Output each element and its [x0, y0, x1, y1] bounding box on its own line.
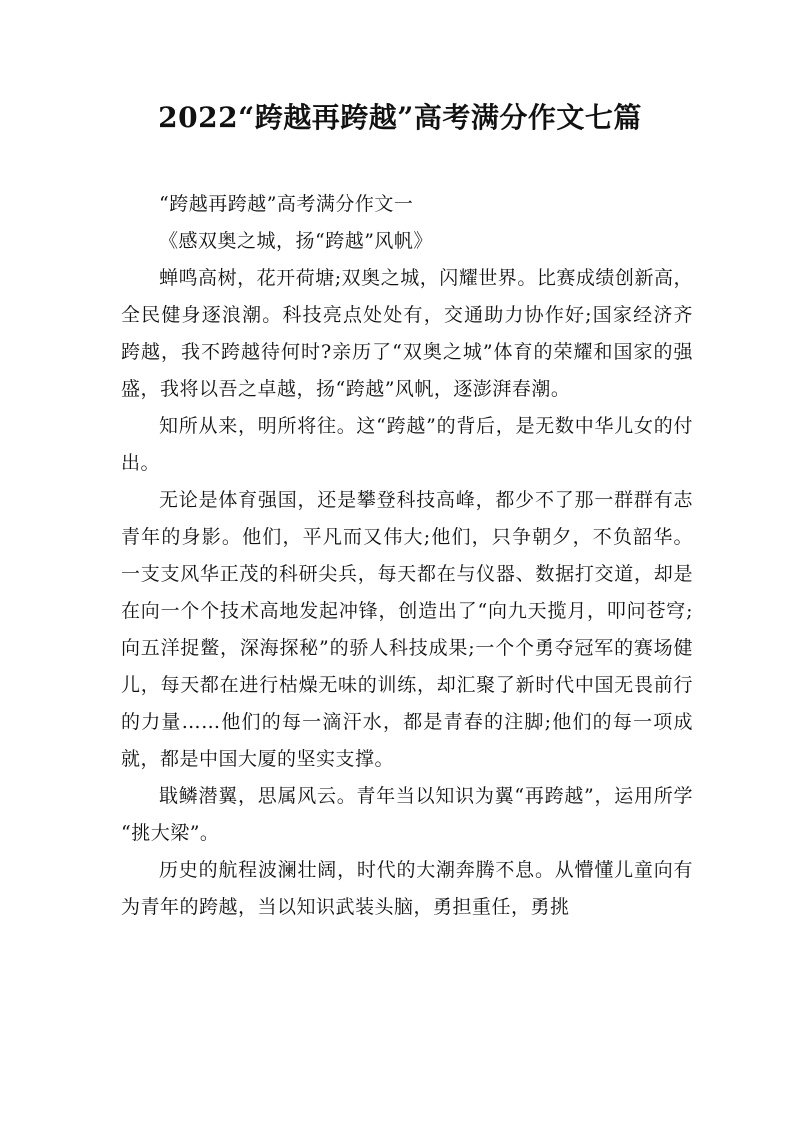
- document-title: 2022“跨越再跨越”高考满分作文七篇: [158, 101, 642, 134]
- paragraph: 戢鳞潜翼，思属风云。青年当以知识为翼“再跨越”，运用所学“挑大梁”。: [121, 785, 693, 844]
- document-body: [121, 186, 693, 926]
- paragraph: 蝉鸣高树，花开荷塘;双奥之城，闪耀世界。比赛成绩创新高，全民健身逐浪潮。科技亮点处处有，交通助力协作好;国家经济齐跨越，我不跨越待何时?亲历了“双奥之城”体育的荣耀和国家的强盛，我将以吾之卓越，扬“跨越”风帆，逐澎湃春潮。: [121, 267, 693, 400]
- section-heading: “跨越再跨越”高考满分作文一: [159, 193, 414, 215]
- paragraph: 历史的航程波澜壮阔，时代的大潮奔腾不息。从懵懂儿童向有为青年的跨越，当以知识武装头脑，勇担重任，勇挑: [121, 859, 693, 918]
- paragraph: 无论是体育强国，还是攀登科技高峰，都少不了那一群群有志青年的身影。他们，平凡而又伟大;他们，只争朝夕，不负韶华。一支支风华正茂的科研尖兵，每天都在与仪器、数据打交道，却是在向一个个技术高地发起冲锋，创造出了“向九天揽月，叩问苍穹;向五洋捉鳖，深海探秘”的骄人科技成果;一个个勇夺冠军的赛场健儿，每天都在进行枯燥无味的训练，却汇聚了新时代中国无畏前行的力量……他们的每一滴汗水，都是青春的注脚;他们的每一项成就，都是中国大厦的坚实支撑。: [121, 489, 693, 770]
- essay-title: 《感双奥之城，扬“跨越”风帆》: [159, 230, 433, 252]
- paragraph: 知所从来，明所将往。这“跨越”的背后，是无数中华儿女的付出。: [121, 415, 693, 474]
